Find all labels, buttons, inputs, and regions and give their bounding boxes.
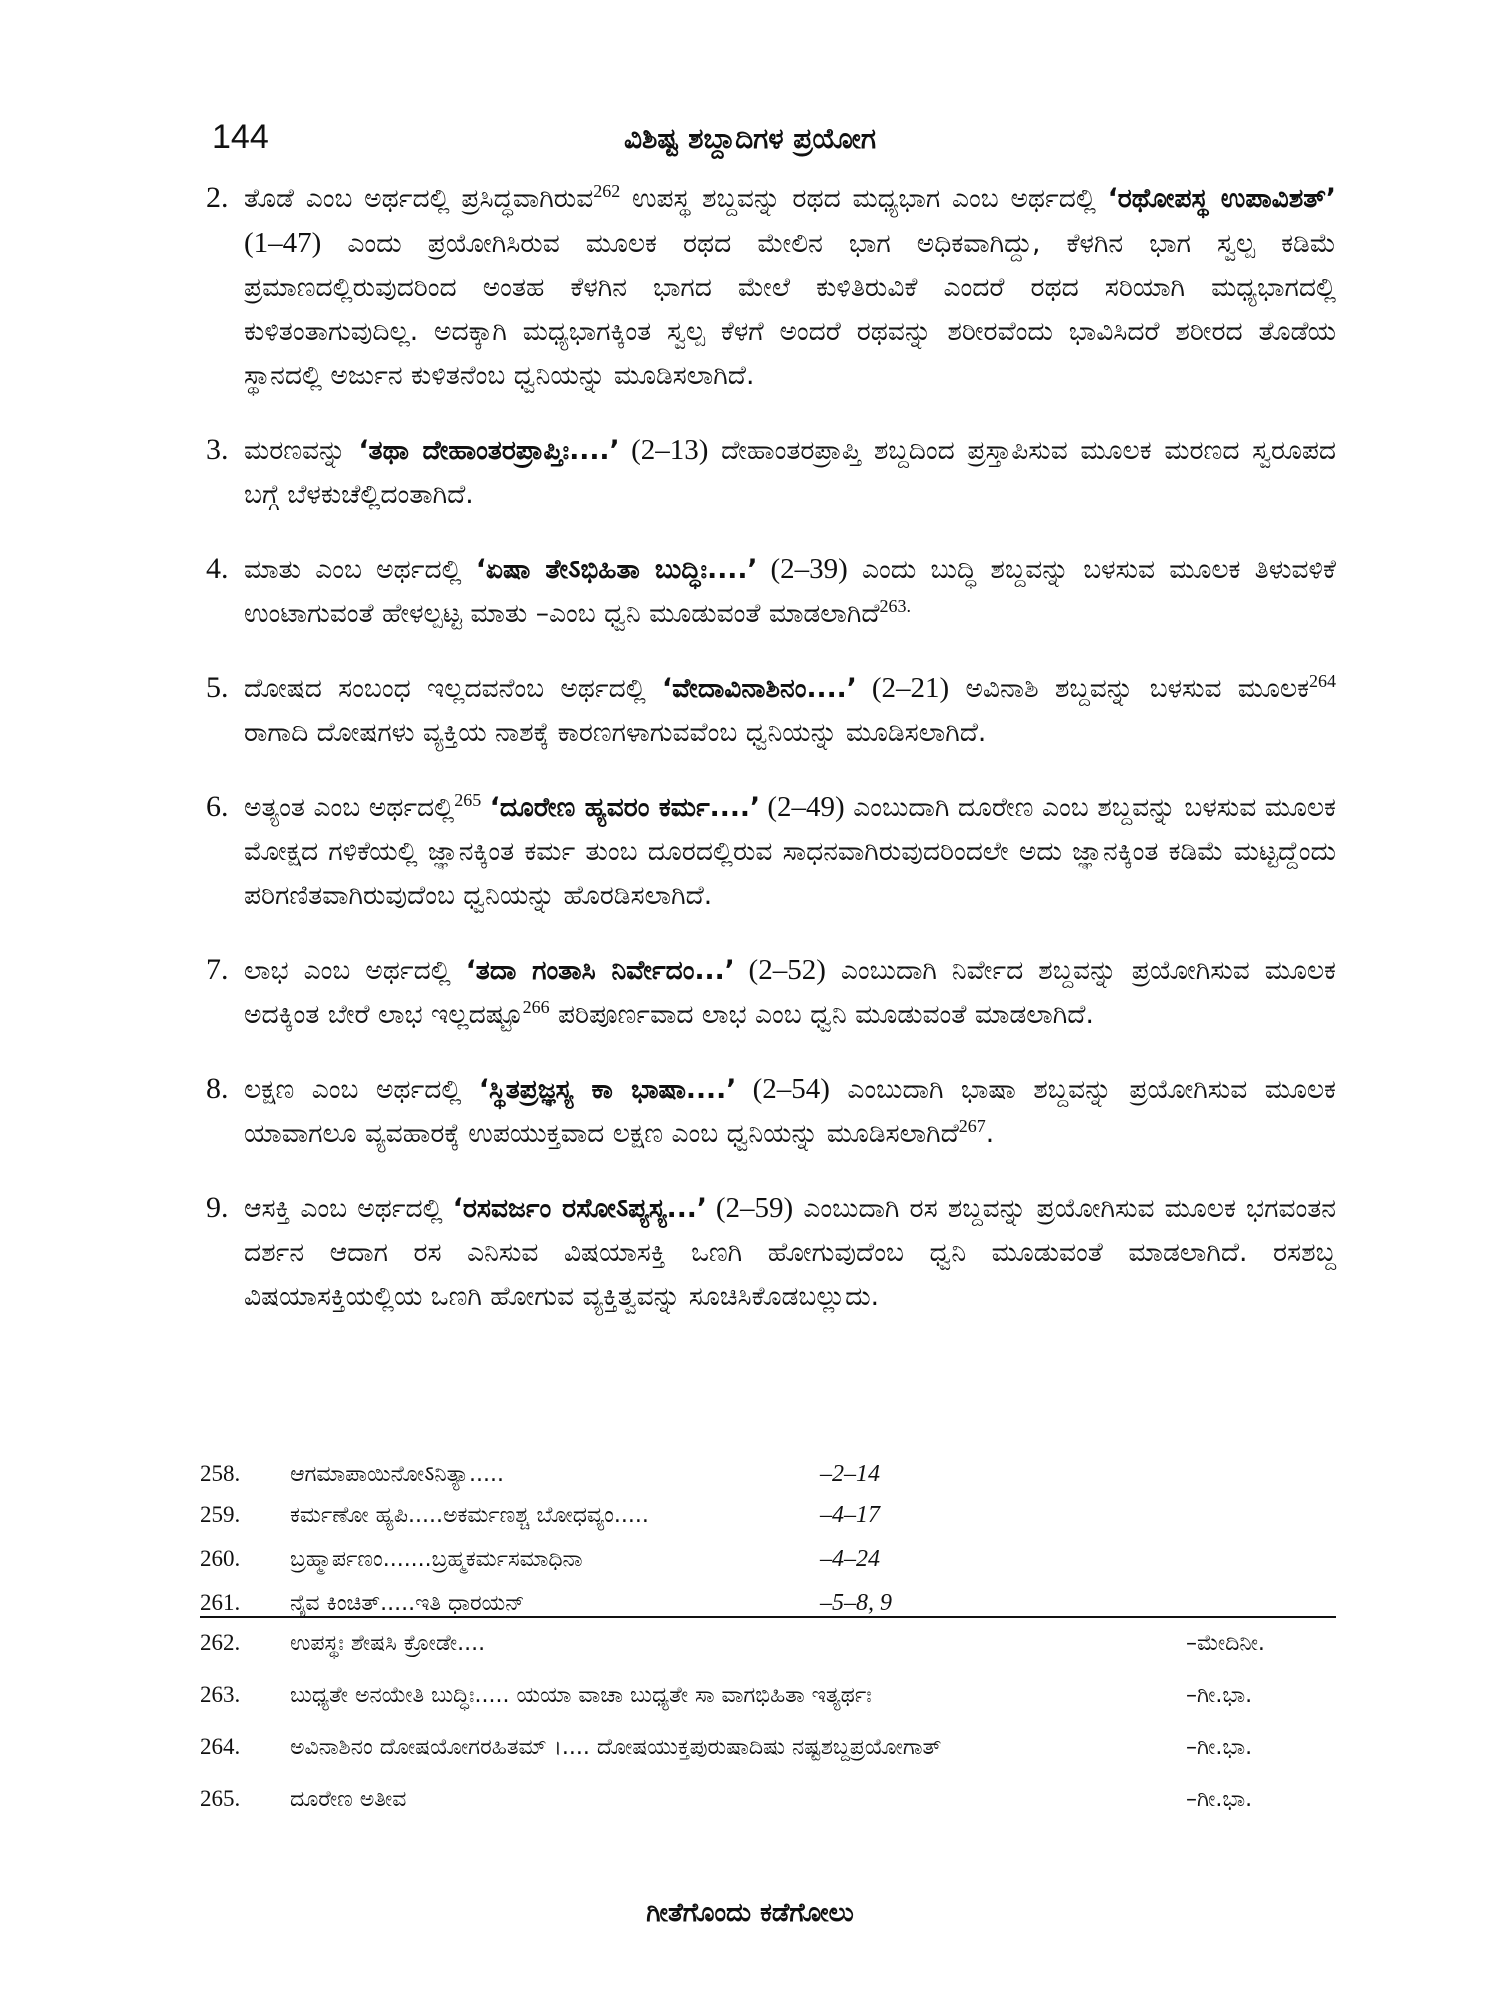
verse-reference: (2–54) — [736, 1073, 830, 1105]
footnote-text: ಬುಧ್ಯತೇ ಅನಯೇತಿ ಬುದ್ಧಿಃ..... ಯಯಾ ವಾಚಾ ಬುಧ್ಯತೇ ಸಾ ವಾಗಭಿಹಿತಾ ಇತ್ಯರ್ಥಃ — [290, 1683, 872, 1708]
item-text-part: ಎಂದು ಬುದ್ಧಿ ಶಬ್ದವನ್ನು ಬಳಸುವ ಮೂಲಕ ತಿಳುವಳಿಕೆ ಉಂಟಾಗುವಂತೆ ಹೇಳಲ್ಪಟ್ಟ ಮಾತು –ಎಂಬ ಧ್ವನಿ ಮೂಡುವಂತೆ ಮಾಡಲಾಗಿದೆ — [244, 554, 1336, 629]
footnote — [200, 1630, 1336, 1682]
footnote — [200, 1458, 1336, 1502]
footnote-marker: 265 — [454, 790, 482, 811]
footnote-reference: –4–17 — [820, 1502, 880, 1528]
item-number: 9. — [206, 1191, 229, 1224]
item-text — [244, 547, 1336, 636]
footnote-text: ಬ್ರಹ್ಮಾರ್ಪಣಂ.......ಬ್ರಹ್ಮಕರ್ಮಸಮಾಧಿನಾ — [290, 1547, 583, 1572]
footnote-number: 260. — [200, 1546, 241, 1571]
item-text-part: ಎಂಬುದಾಗಿ ದೂರೇಣ ಎಂಬ ಶಬ್ದವನ್ನು ಬಳಸುವ ಮೂಲಕ ಮೋಕ್ಷದ ಗಳಿಕೆಯಲ್ಲಿ ಜ್ಞಾನಕ್ಕಿಂತ ಕರ್ಮ ತುಂಬ ದೂರದಲ್ಲಿರುವ ಸಾಧನವಾಗಿರುವುದರಿಂದಲೇ ಅದು ಜ್ಞಾನಕ್ಕಿಂತ ಕಡಿಮೆ ಮಟ್ಟದ್ದೆಂದು ಪರಿಗಣಿತವಾಗಿರುವುದೆಂಬ ಧ್ವನಿಯನ್ನು ಹೊರಡಿಸಲಾಗಿದೆ. — [244, 792, 1336, 911]
item-number: 5. — [206, 671, 229, 704]
footnote-text: ಅವಿನಾಶಿನಂ ದೋಷಯೋಗರಹಿತಮ್ ।.... ದೋಷಯುಕ್ತಪುರುಷಾದಿಷು ನಷ್ಟಶಬ್ದಪ್ರಯೋಗಾತ್ — [290, 1735, 942, 1760]
item-text — [244, 1067, 1336, 1156]
verse-quote: ‘ವೇದಾವಿನಾಶಿನಂ....’ — [662, 673, 857, 704]
item-text-part: ಮರಣವನ್ನು — [244, 435, 359, 466]
item-text-part: ಎಂಬುದಾಗಿ ನಿರ್ವೇದ ಶಬ್ದವನ್ನು ಪ್ರಯೋಗಿಸುವ ಮೂಲಕ ಅದಕ್ಕಿಂತ ಬೇರೆ ಲಾಭ ಇಲ್ಲದಷ್ಟೂ — [244, 955, 1336, 1030]
footnote-reference: –ಗೀ.ಭಾ. — [1186, 1735, 1253, 1760]
footnote — [200, 1502, 1336, 1546]
footnote-marker: 264 — [1309, 671, 1336, 692]
item-number: 7. — [206, 953, 229, 986]
list-item — [206, 1067, 1336, 1156]
item-text-part: ಎಂಬುದಾಗಿ ರಸ ಶಬ್ದವನ್ನು ಪ್ರಯೋಗಿಸುವ ಮೂಲಕ ಭಗವಂತನ ದರ್ಶನ ಆದಾಗ ರಸ ಎನಿಸುವ ವಿಷಯಾಸಕ್ತಿ ಒಣಗಿ ಹೋಗುವುದೆಂಬ ಧ್ವನಿ ಮೂಡುವಂತೆ ಮಾಡಲಾಗಿದೆ. ರಸಶಬ್ದ ವಿಷಯಾಸಕ್ತಿಯಲ್ಲಿಯ ಒಣಗಿ ಹೋಗುವ ವ್ಯಕ್ತಿತ್ವವನ್ನು ಸೂಚಿಸಿಕೊಡಬಲ್ಲುದು. — [244, 1193, 1336, 1312]
verse-reference: (1–47) — [244, 227, 322, 259]
item-text — [244, 666, 1336, 755]
footnote-reference: –5–8, 9 — [820, 1590, 892, 1616]
footnote-reference: –4–24 — [820, 1546, 880, 1572]
footnote-reference: –ಗೀ.ಭಾ. — [1186, 1683, 1253, 1708]
item-text-part: ಎಂದು ಪ್ರಯೋಗಿಸಿರುವ ಮೂಲಕ ರಥದ ಮೇಲಿನ ಭಾಗ ಅಧಿಕವಾಗಿದ್ದು, ಕೆಳಗಿನ ಭಾಗ ಸ್ವಲ್ಪ ಕಡಿಮೆ ಪ್ರಮಾಣದಲ್ಲಿರುವುದರಿಂದ ಅಂತಹ ಕೆಳಗಿನ ಭಾಗದ ಮೇಲೆ ಕುಳಿತಿರುವಿಕೆ ಎಂದರೆ ರಥದ ಸರಿಯಾಗಿ ಮಧ್ಯಭಾಗದಲ್ಲಿ ಕುಳಿತಂತಾಗುವುದಿಲ್ಲ. ಅದಕ್ಕಾಗಿ ಮಧ್ಯಭಾಗಕ್ಕಿಂತ ಸ್ವಲ್ಪ ಕೆಳಗೆ ಅಂದರೆ ರಥವನ್ನು ಶರೀರವೆಂದು ಭಾವಿಸಿದರೆ ಶರೀರದ ತೊಡೆಯ ಸ್ಥಾನದಲ್ಲಿ ಅರ್ಜುನ ಕುಳಿತನೆಂಬ ಧ್ವನಿಯನ್ನು ಮೂಡಿಸಲಾಗಿದೆ. — [244, 228, 1336, 391]
footnotes — [200, 1630, 1336, 1838]
verse-quote: ‘ಏಷಾ ತೇऽಭಿಹಿತಾ ಬುದ್ಧಿಃ....’ — [475, 554, 758, 585]
footnote-marker: 262 — [593, 181, 621, 202]
verse-quote: ‘ದೂರೇಣ ಹ್ಯವರಂ ಕರ್ಮ....’ — [489, 792, 761, 823]
footnote-number: 259. — [200, 1502, 241, 1527]
footnote-text: ನೈವ ಕಿಂಚಿತ್.....ಇತಿ ಧಾರಯನ್ — [290, 1591, 525, 1616]
footnote — [200, 1546, 1336, 1590]
footnote-marker: 266 — [522, 997, 550, 1018]
item-text-part: ದೋಷದ ಸಂಬಂಧ ಇಲ್ಲದವನೆಂಬ ಅರ್ಥದಲ್ಲಿ — [244, 673, 663, 704]
item-text-part — [481, 792, 490, 823]
footnote-marker: 267 — [958, 1116, 986, 1137]
item-text-part: ಲಾಭ ಎಂಬ ಅರ್ಥದಲ್ಲಿ — [244, 955, 466, 986]
verse-quote: ‘ತದಾ ಗಂತಾಸಿ ನಿರ್ವೇದಂ...’ — [465, 955, 735, 986]
item-text — [244, 1186, 1336, 1319]
footnote-text: ಉಪಸ್ಥಃ ಶೇಷಸಿ ಕ್ರೋಡೇ.... — [290, 1631, 486, 1656]
item-text-part: ಆಸಕ್ತಿ ಎಂಬ ಅರ್ಥದಲ್ಲಿ — [244, 1193, 453, 1224]
footnote-divider — [200, 1616, 1336, 1618]
footnote-number: 264. — [200, 1734, 241, 1759]
footnote-number: 263. — [200, 1682, 241, 1707]
item-text-part: ಅತ್ಯಂತ ಎಂಬ ಅರ್ಥದಲ್ಲಿ — [244, 792, 455, 823]
footnote-number: 258. — [200, 1461, 241, 1486]
footnote-reference: –ಮೇದಿನೀ. — [1186, 1631, 1265, 1656]
verse-reference: (2–21) — [856, 672, 950, 704]
item-text-part: ರಾಗಾದಿ ದೋಷಗಳು ವ್ಯಕ್ತಿಯ ನಾಶಕ್ಕೆ ಕಾರಣಗಳಾಗುವವೆಂಬ ಧ್ವನಿಯನ್ನು ಮೂಡಿಸಲಾಗಿದೆ. — [244, 717, 987, 748]
list-item — [206, 176, 1336, 398]
verse-quote: ‘ಸ್ಥಿತಪ್ರಜ್ಞಸ್ಯ ಕಾ ಭಾಷಾ....’ — [478, 1074, 737, 1105]
item-text-part: ಉಪಸ್ಥ ಶಬ್ದವನ್ನು ರಥದ ಮಧ್ಯಭಾಗ ಎಂಬ ಅರ್ಥದಲ್ಲಿ — [620, 183, 1108, 214]
item-text — [244, 176, 1336, 398]
item-number: 2. — [206, 181, 229, 214]
continued-footnotes — [200, 1458, 1336, 1634]
page-number: 144 — [212, 118, 269, 156]
item-text-part: ಮಾತು ಎಂಬ ಅರ್ಥದಲ್ಲಿ — [244, 554, 476, 585]
verse-reference: (2–59) — [706, 1192, 794, 1224]
footnote-reference: –ಗೀ.ಭಾ. — [1186, 1787, 1253, 1812]
footnote-number: 261. — [200, 1590, 241, 1615]
footnote-number: 262. — [200, 1630, 241, 1655]
item-number: 6. — [206, 790, 229, 823]
footnote-text: ದೂರೇಣ ಅತೀವ — [290, 1787, 407, 1812]
list-item — [206, 428, 1336, 517]
item-text-part: ಲಕ್ಷಣ ಎಂಬ ಅರ್ಥದಲ್ಲಿ — [244, 1074, 479, 1105]
item-text-part: ಪರಿಪೂರ್ಣವಾದ ಲಾಭ ಎಂಬ ಧ್ವನಿ ಮೂಡುವಂತೆ ಮಾಡಲಾಗಿದೆ. — [549, 999, 1094, 1030]
running-header: ವಿಶಿಷ್ಟ ಶಬ್ದಾದಿಗಳ ಪ್ರಯೋಗ — [623, 122, 877, 155]
verse-reference: (2–13) — [619, 434, 709, 466]
list-item — [206, 948, 1336, 1037]
footnote-reference: –2–14 — [820, 1461, 880, 1487]
book-title-footer: ಗೀತೆಗೊಂದು ಕಡೆಗೋಲು — [646, 1898, 854, 1928]
item-text — [244, 785, 1336, 918]
list-item — [206, 666, 1336, 755]
item-text-part: . — [985, 1118, 995, 1149]
item-number: 3. — [206, 433, 229, 466]
footnote — [200, 1734, 1336, 1786]
item-text — [244, 428, 1336, 517]
footnote — [200, 1682, 1336, 1734]
list-item — [206, 547, 1336, 636]
numbered-items — [206, 176, 1336, 1349]
verse-quote: ‘ತಥಾ ದೇಹಾಂತರಪ್ರಾಪ್ತಿಃ....’ — [358, 435, 620, 466]
item-text-part: ಎಂಬುದಾಗಿ ಭಾಷಾ ಶಬ್ದವನ್ನು ಪ್ರಯೋಗಿಸುವ ಮೂಲಕ ಯಾವಾಗಲೂ ವ್ಯವಹಾರಕ್ಕೆ ಉಪಯುಕ್ತವಾದ ಲಕ್ಷಣ ಎಂಬ ಧ್ವನಿಯನ್ನು ಮೂಡಿಸಲಾಗಿದೆ — [244, 1074, 1336, 1149]
item-text-part: ತೊಡೆ ಎಂಬ ಅರ್ಥದಲ್ಲಿ ಪ್ರಸಿದ್ಧವಾಗಿರುವ — [244, 183, 594, 214]
item-number: 8. — [206, 1072, 229, 1105]
footnote-text: ಕರ್ಮಣೋ ಹ್ಯಪಿ.....ಅಕರ್ಮಣಶ್ಚ ಬೋಧವ್ಯಂ..... — [290, 1503, 649, 1528]
verse-reference: (2–39) — [757, 553, 848, 585]
footnote — [200, 1786, 1336, 1838]
verse-quote: ‘ರಥೋಪಸ್ಥ ಉಪಾವಿಶತ್’ — [1107, 183, 1336, 214]
item-text — [244, 948, 1336, 1037]
footnote-number: 265. — [200, 1786, 241, 1811]
item-number: 4. — [206, 552, 229, 585]
footnote — [200, 1590, 1336, 1634]
verse-reference: (2–52) — [734, 954, 826, 986]
verse-quote: ‘ರಸವರ್ಜಂ ರಸೋऽಪ್ಯಸ್ಯ...’ — [452, 1193, 707, 1224]
verse-reference: (2–49) — [760, 791, 845, 823]
item-text-part: ದೇಹಾಂತರಪ್ರಾಪ್ತಿ ಶಬ್ದದಿಂದ ಪ್ರಸ್ತಾಪಿಸುವ ಮೂಲಕ ಮರಣದ ಸ್ವರೂಪದ ಬಗ್ಗೆ ಬೆಳಕುಚೆಲ್ಲಿದಂತಾಗಿದೆ. — [244, 435, 1336, 510]
item-text-part: ಅವಿನಾಶಿ ಶಬ್ದವನ್ನು ಬಳಸುವ ಮೂಲಕ — [949, 673, 1309, 704]
list-item — [206, 785, 1336, 918]
footnote-marker: 263. — [879, 596, 912, 617]
list-item — [206, 1186, 1336, 1319]
footnote-text: ಆಗಮಾಪಾಯಿನೋऽನಿತ್ಯಾ..... — [290, 1462, 505, 1487]
